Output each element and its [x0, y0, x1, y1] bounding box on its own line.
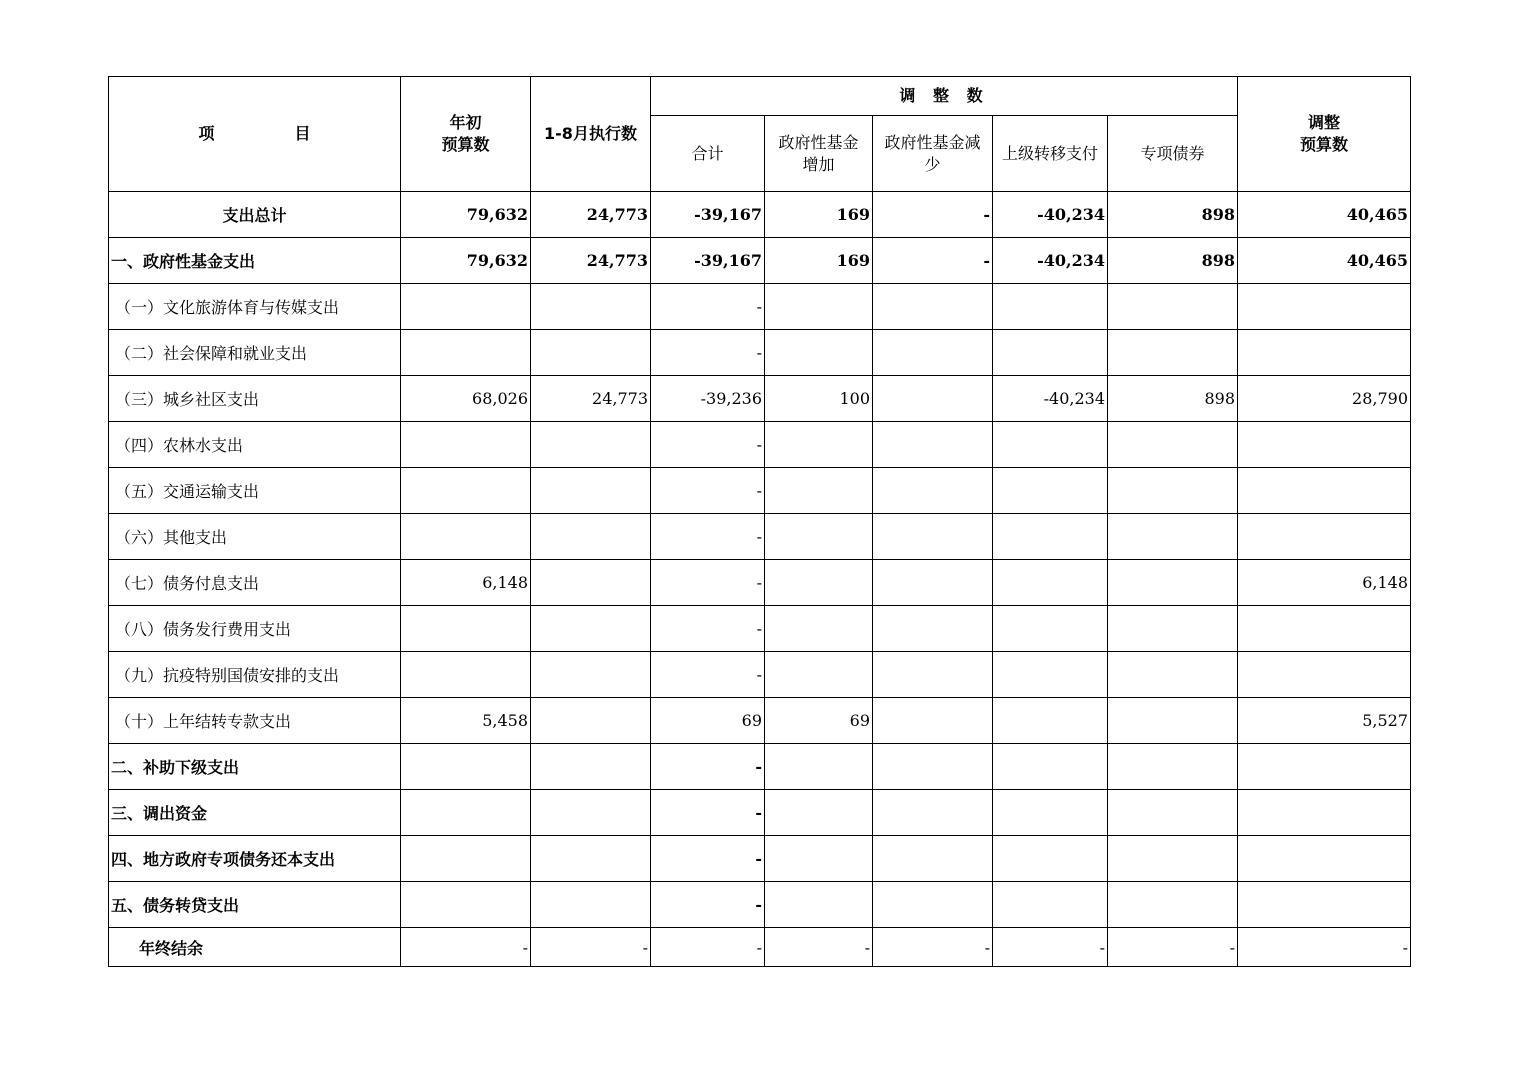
table-cell	[765, 330, 873, 376]
table-cell	[531, 652, 651, 698]
table-cell: -	[651, 790, 765, 836]
table-cell	[1238, 606, 1411, 652]
table-cell	[401, 422, 531, 468]
table-cell	[873, 606, 993, 652]
table-cell	[401, 284, 531, 330]
row-label: 五、债务转贷支出	[109, 882, 401, 928]
table-cell	[1108, 284, 1238, 330]
table-cell: 79,632	[401, 238, 531, 284]
col-header-transfer: 上级转移支付	[993, 116, 1108, 192]
col-header-special-bond: 专项债券	[1108, 116, 1238, 192]
col-header-item: 项 目	[109, 77, 401, 192]
row-label: 年终结余	[109, 928, 401, 967]
table-cell	[873, 376, 993, 422]
table-row	[109, 744, 1411, 790]
table-cell	[531, 836, 651, 882]
table-cell	[1108, 468, 1238, 514]
table-row	[109, 606, 1411, 652]
table-cell: -	[651, 606, 765, 652]
table-cell: 24,773	[531, 376, 651, 422]
table-cell	[1238, 882, 1411, 928]
table-cell	[765, 468, 873, 514]
row-label: 二、补助下级支出	[109, 744, 401, 790]
table-cell: -	[651, 284, 765, 330]
table-cell: -	[651, 928, 765, 967]
table-cell	[993, 606, 1108, 652]
table-row	[109, 882, 1411, 928]
table-cell: -	[993, 928, 1108, 967]
table-cell	[1238, 330, 1411, 376]
table-cell	[531, 698, 651, 744]
table-cell	[401, 468, 531, 514]
table-cell: 24,773	[531, 238, 651, 284]
col-header-total: 合计	[651, 116, 765, 192]
table-cell	[993, 514, 1108, 560]
table-cell	[401, 882, 531, 928]
table-cell	[873, 422, 993, 468]
row-label: （五）交通运输支出	[109, 468, 401, 514]
table-cell: 169	[765, 238, 873, 284]
table-cell: -	[873, 192, 993, 238]
table-row	[109, 790, 1411, 836]
row-label: （九）抗疫特别国债安排的支出	[109, 652, 401, 698]
table-cell	[1108, 652, 1238, 698]
table-cell: -	[531, 928, 651, 967]
row-label: （三）城乡社区支出	[109, 376, 401, 422]
table-cell: -	[1238, 928, 1411, 967]
table-cell: -39,236	[651, 376, 765, 422]
table-cell: -	[651, 560, 765, 606]
table-cell	[1238, 422, 1411, 468]
table-row	[109, 376, 1411, 422]
table-cell	[401, 790, 531, 836]
row-label: （七）债务付息支出	[109, 560, 401, 606]
table-cell	[765, 744, 873, 790]
table-cell: -	[651, 330, 765, 376]
table-cell	[993, 284, 1108, 330]
table-cell: 6,148	[401, 560, 531, 606]
table-cell: 6,148	[1238, 560, 1411, 606]
table-cell: -	[651, 514, 765, 560]
table-cell: -39,167	[651, 192, 765, 238]
table-cell	[1238, 836, 1411, 882]
col-header-adjustment-group: 调 整 数	[651, 77, 1238, 116]
table-cell	[401, 606, 531, 652]
table-cell	[531, 422, 651, 468]
table-cell	[1238, 284, 1411, 330]
col-header-fund-decrease: 政府性基金减 少	[873, 116, 993, 192]
row-label: 四、地方政府专项债务还本支出	[109, 836, 401, 882]
table-cell	[873, 560, 993, 606]
table-cell: 28,790	[1238, 376, 1411, 422]
table-cell	[873, 698, 993, 744]
table-cell: 68,026	[401, 376, 531, 422]
table-cell: 69	[765, 698, 873, 744]
table-cell	[1108, 330, 1238, 376]
table-cell: 69	[651, 698, 765, 744]
table-cell	[873, 284, 993, 330]
table-cell: 898	[1108, 376, 1238, 422]
table-cell: -	[765, 928, 873, 967]
table-body	[109, 192, 1411, 967]
table-cell	[1238, 514, 1411, 560]
table-cell	[993, 836, 1108, 882]
table-cell: -	[651, 422, 765, 468]
table-cell	[1108, 836, 1238, 882]
table-cell	[993, 468, 1108, 514]
table-cell: -39,167	[651, 238, 765, 284]
table-cell: -	[651, 652, 765, 698]
table-cell	[765, 422, 873, 468]
table-cell	[531, 560, 651, 606]
table-cell	[765, 606, 873, 652]
table-cell	[1108, 790, 1238, 836]
table-row	[109, 238, 1411, 284]
table-cell	[401, 652, 531, 698]
table-cell: 24,773	[531, 192, 651, 238]
table-cell	[1108, 514, 1238, 560]
table-cell	[993, 790, 1108, 836]
table-row	[109, 928, 1411, 967]
table-cell: 5,527	[1238, 698, 1411, 744]
table-cell	[1238, 790, 1411, 836]
table-cell	[993, 652, 1108, 698]
table-cell	[1108, 744, 1238, 790]
row-label: （八）债务发行费用支出	[109, 606, 401, 652]
table-cell	[1238, 652, 1411, 698]
table-cell	[873, 652, 993, 698]
table-row	[109, 468, 1411, 514]
table-cell	[401, 514, 531, 560]
table-cell: 5,458	[401, 698, 531, 744]
table-row	[109, 330, 1411, 376]
table-cell	[531, 790, 651, 836]
row-label: （四）农林水支出	[109, 422, 401, 468]
table-cell	[531, 284, 651, 330]
table-cell	[873, 744, 993, 790]
table-cell: 40,465	[1238, 238, 1411, 284]
table-cell	[1108, 698, 1238, 744]
table-cell: -	[873, 928, 993, 967]
table-cell	[531, 606, 651, 652]
row-label: （一）文化旅游体育与传媒支出	[109, 284, 401, 330]
table-row	[109, 560, 1411, 606]
table-cell	[873, 514, 993, 560]
row-label: （二）社会保障和就业支出	[109, 330, 401, 376]
table-cell	[531, 882, 651, 928]
table-cell: -40,234	[993, 376, 1108, 422]
table-cell	[401, 744, 531, 790]
table-cell	[531, 744, 651, 790]
col-header-executed: 1-8月执行数	[531, 77, 651, 192]
table-cell	[993, 744, 1108, 790]
table-cell: 169	[765, 192, 873, 238]
table-cell: -	[1108, 928, 1238, 967]
table-cell	[531, 330, 651, 376]
table-cell: -	[651, 468, 765, 514]
table-cell: -	[651, 744, 765, 790]
table-cell	[993, 698, 1108, 744]
table-cell: -	[401, 928, 531, 967]
table-cell	[401, 836, 531, 882]
row-label: （六）其他支出	[109, 514, 401, 560]
table-row	[109, 836, 1411, 882]
table-row	[109, 652, 1411, 698]
table-cell	[873, 836, 993, 882]
table-row	[109, 514, 1411, 560]
col-header-fund-increase: 政府性基金 增加	[765, 116, 873, 192]
table-row	[109, 192, 1411, 238]
table-cell	[765, 514, 873, 560]
table-cell	[401, 330, 531, 376]
table-cell	[1108, 606, 1238, 652]
table-cell	[1108, 422, 1238, 468]
table-cell: -	[651, 836, 765, 882]
table-cell	[531, 468, 651, 514]
table-cell	[765, 790, 873, 836]
col-header-initial-budget: 年初 预算数	[401, 77, 531, 192]
row-label: （十）上年结转专款支出	[109, 698, 401, 744]
col-header-adjusted-budget: 调整 预算数	[1238, 77, 1411, 192]
row-label: 支出总计	[109, 192, 401, 238]
table-cell	[993, 882, 1108, 928]
table-row	[109, 284, 1411, 330]
table-cell: -	[651, 882, 765, 928]
table-cell: -	[873, 238, 993, 284]
table-cell	[993, 330, 1108, 376]
table-cell	[1108, 560, 1238, 606]
table-cell	[1108, 882, 1238, 928]
table-row	[109, 422, 1411, 468]
table-cell	[993, 422, 1108, 468]
table-cell	[873, 790, 993, 836]
budget-table	[108, 76, 1411, 967]
table-cell: 40,465	[1238, 192, 1411, 238]
table-cell	[765, 836, 873, 882]
table-cell	[873, 468, 993, 514]
table-cell	[765, 560, 873, 606]
table-cell: 898	[1108, 192, 1238, 238]
table-cell: 79,632	[401, 192, 531, 238]
table-cell	[765, 882, 873, 928]
table-cell: -40,234	[993, 238, 1108, 284]
table-cell	[1238, 744, 1411, 790]
table-row	[109, 698, 1411, 744]
table-cell	[1238, 468, 1411, 514]
row-label: 三、调出资金	[109, 790, 401, 836]
table-cell	[765, 284, 873, 330]
table-cell	[873, 882, 993, 928]
row-label: 一、政府性基金支出	[109, 238, 401, 284]
table-cell	[765, 652, 873, 698]
table-cell	[993, 560, 1108, 606]
table-cell: 898	[1108, 238, 1238, 284]
table-cell: 100	[765, 376, 873, 422]
table-cell: -40,234	[993, 192, 1108, 238]
table-cell	[873, 330, 993, 376]
table-cell	[531, 514, 651, 560]
